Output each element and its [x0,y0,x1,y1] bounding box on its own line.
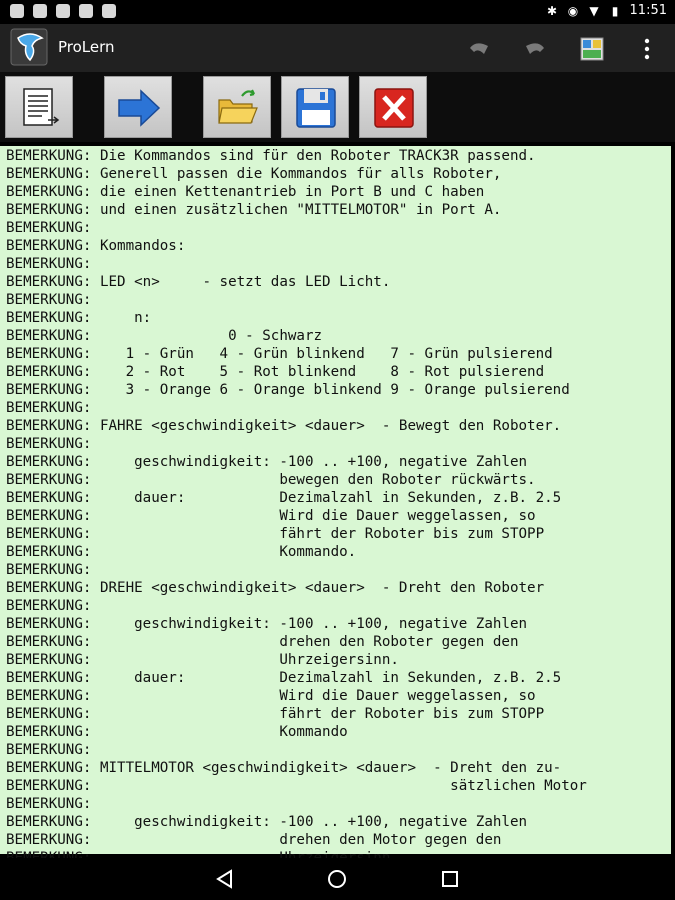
editor-line[interactable]: BEMERKUNG: 3 - Orange 6 - Orange blinkend 9 - Orange pulsierend [6,382,570,398]
overflow-menu-icon[interactable] [634,36,660,62]
wifi-icon: ▼ [589,3,599,18]
open-file-button[interactable] [203,76,271,138]
recents-icon[interactable] [440,869,460,889]
editor-line[interactable]: BEMERKUNG: Kommandos: [6,238,186,254]
editor-line[interactable]: BEMERKUNG: [6,400,92,416]
save-button[interactable] [281,76,349,138]
undo-icon[interactable] [466,36,492,62]
notification-icon-3 [56,4,70,18]
code-editor[interactable] [0,146,671,854]
editor-line[interactable]: BEMERKUNG: die einen Kettenantrieb in Port B und C haben [6,184,485,200]
navigation-bar [0,858,675,900]
editor-line[interactable]: BEMERKUNG: [6,742,92,758]
editor-line[interactable]: BEMERKUNG: [6,220,92,236]
home-icon[interactable] [326,868,348,890]
editor-line[interactable]: BEMERKUNG: [6,796,92,812]
editor-line[interactable]: BEMERKUNG: geschwindigkeit: -100 .. +100, negative Zahlen [6,814,528,830]
editor-line[interactable]: BEMERKUNG: dauer: Dezimalzahl in Sekunden, z.B. 2.5 [6,490,562,506]
status-bar [0,0,675,24]
bluetooth-icon: ✱ [547,3,558,18]
editor-line[interactable]: BEMERKUNG: sätzlichen Motor [6,778,587,794]
editor-line[interactable]: BEMERKUNG: 1 - Grün 4 - Grün blinkend 7 - Grün pulsierend [6,346,553,362]
notification-icon-4 [79,4,93,18]
editor-line[interactable]: BEMERKUNG: Generell passen die Kommandos für alls Roboter, [6,166,502,182]
editor-line[interactable]: BEMERKUNG: 0 - Schwarz [6,328,323,344]
editor-line[interactable]: BEMERKUNG: 2 - Rot 5 - Rot blinkend 8 - Rot pulsierend [6,364,545,380]
editor-line[interactable]: BEMERKUNG: FAHRE <geschwindigkeit> <dauer> - Bewegt den Roboter. [6,418,562,434]
editor-line[interactable]: BEMERKUNG: [6,562,92,578]
folder-open-icon [216,86,260,130]
editor-line[interactable]: BEMERKUNG: Uhrzeigersinn. [6,652,399,668]
notification-icon-1 [10,4,24,18]
editor-line[interactable]: BEMERKUNG: Kommando [6,724,348,740]
editor-line[interactable]: BEMERKUNG: DREHE <geschwindigkeit> <dauer> - Dreht den Roboter [6,580,545,596]
editor-line[interactable]: BEMERKUNG: [6,292,92,308]
notification-icons [10,4,116,18]
layout-icon[interactable] [579,36,605,62]
document-icon [18,86,62,130]
editor-line[interactable]: BEMERKUNG: drehen den Roboter gegen den [6,634,519,650]
sync-icon: ◉ [567,3,579,18]
editor-line[interactable]: BEMERKUNG: Wird die Dauer weggelassen, so [6,688,536,704]
editor-line[interactable]: BEMERKUNG: bewegen den Roboter rückwärts. [6,472,536,488]
editor-line[interactable]: BEMERKUNG: fährt der Roboter bis zum STOPP [6,706,545,722]
editor-line[interactable]: BEMERKUNG: [6,256,92,272]
editor-line[interactable]: BEMERKUNG: LED <n> - setzt das LED Licht. [6,274,391,290]
editor-line[interactable]: BEMERKUNG: geschwindigkeit: -100 .. +100, negative Zahlen [6,454,528,470]
close-button[interactable] [359,76,427,138]
status-time: 11:51 [629,3,667,18]
system-icons [546,3,667,18]
editor-line[interactable]: BEMERKUNG: MITTELMOTOR <geschwindigkeit> <dauer> - Dreht den zu- [6,760,562,776]
editor-line[interactable]: BEMERKUNG: Wird die Dauer weggelassen, so [6,508,536,524]
app-title: ProLern [58,38,115,56]
run-button[interactable] [104,76,172,138]
notification-icon-2 [33,4,47,18]
back-icon[interactable] [214,869,236,889]
editor-text[interactable] [0,146,671,867]
editor-line[interactable]: BEMERKUNG: n: [6,310,152,326]
arrow-right-icon [117,86,161,130]
battery-icon: ▮ [611,3,619,18]
notification-icon-5 [102,4,116,18]
editor-line[interactable]: BEMERKUNG: Die Kommandos sind für den Roboter TRACK3R passend. [6,148,536,164]
editor-line[interactable]: BEMERKUNG: Kommando. [6,544,357,560]
editor-line[interactable]: BEMERKUNG: drehen den Motor gegen den [6,832,502,848]
editor-line[interactable]: BEMERKUNG: geschwindigkeit: -100 .. +100, negative Zahlen [6,616,528,632]
close-icon [372,86,416,130]
editor-line[interactable]: BEMERKUNG: und einen zusätzlichen "MITTELMOTOR" in Port A. [6,202,502,218]
editor-line[interactable]: BEMERKUNG: [6,598,92,614]
new-document-button[interactable] [5,76,73,138]
editor-line[interactable]: BEMERKUNG: dauer: Dezimalzahl in Sekunden, z.B. 2.5 [6,670,562,686]
editor-line[interactable]: BEMERKUNG: [6,436,92,452]
redo-icon[interactable] [522,36,548,62]
floppy-disk-icon [294,86,338,130]
app-logo-icon[interactable] [10,28,48,66]
editor-line[interactable]: BEMERKUNG: fährt der Roboter bis zum STOPP [6,526,545,542]
